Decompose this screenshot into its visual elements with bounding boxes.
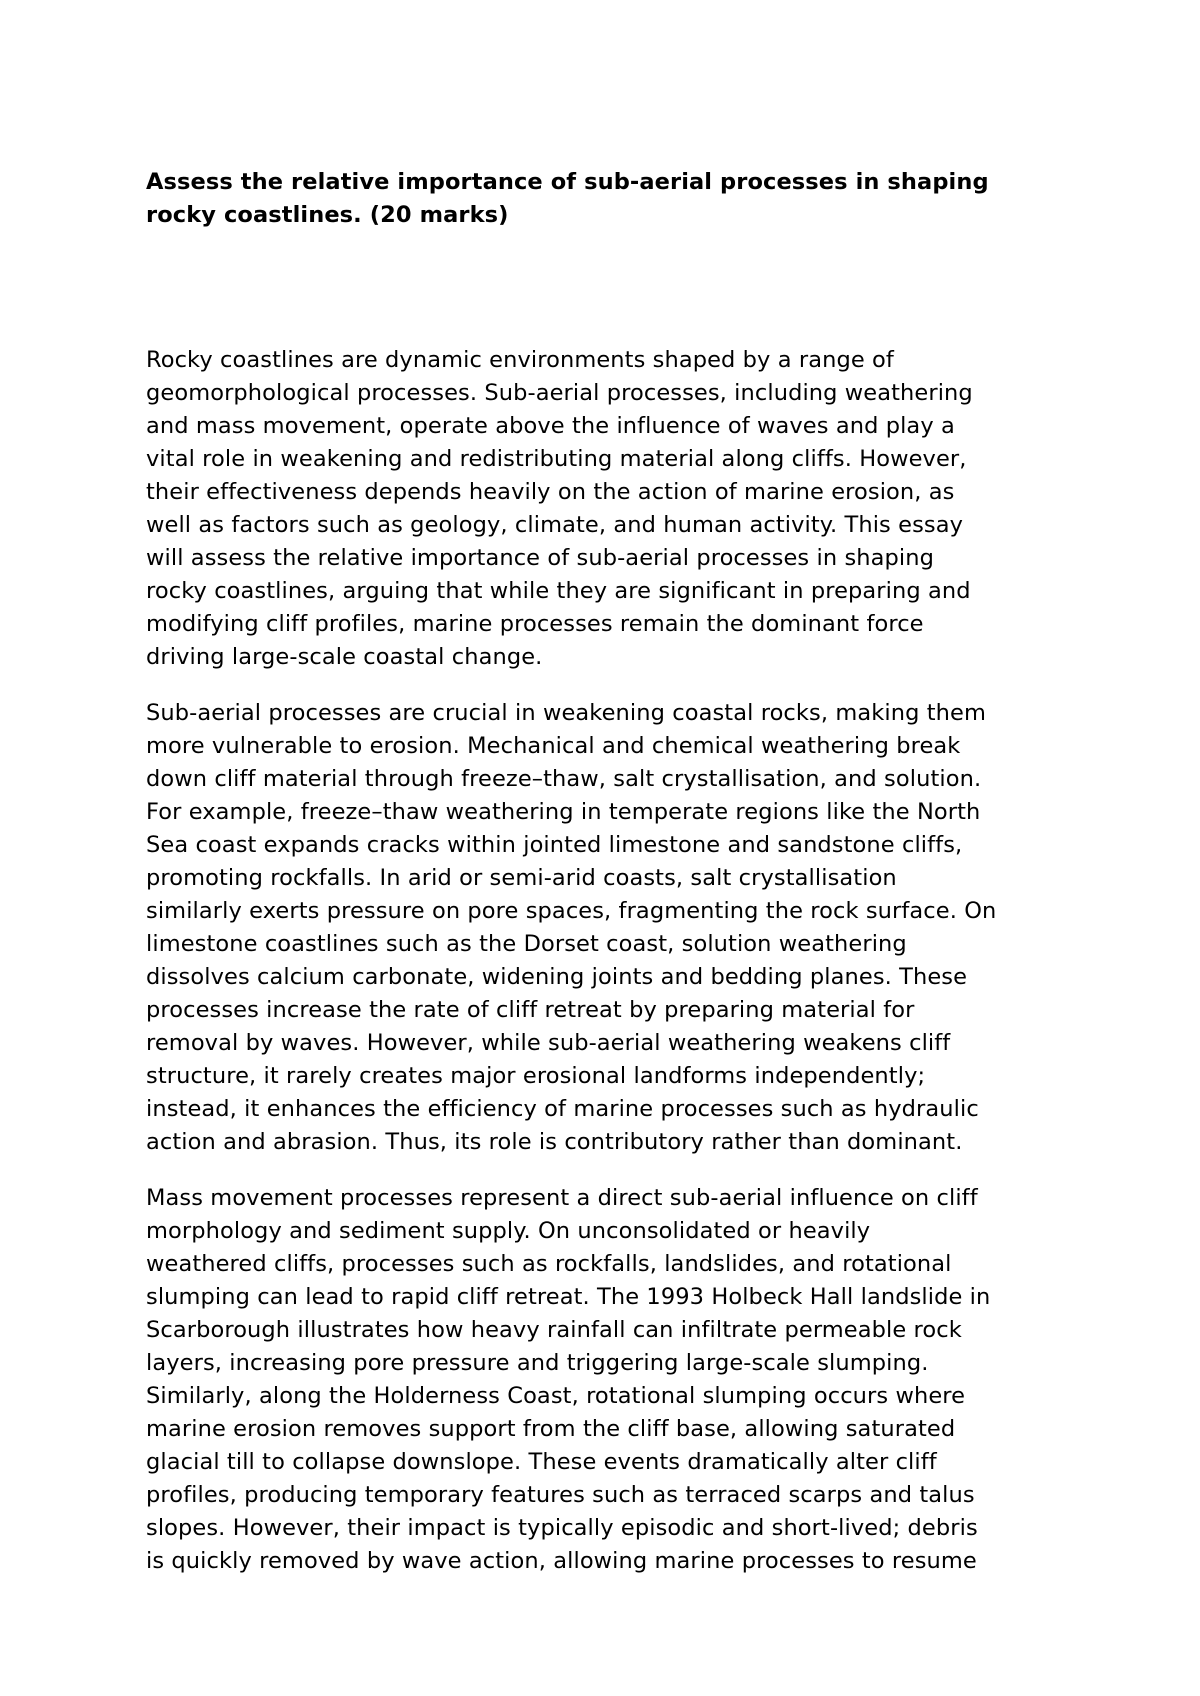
- paragraph-line: is quickly removed by wave action, allowing marine processes to resume: [146, 1548, 977, 1574]
- paragraph-line: vital role in weakening and redistributing material along cliffs. However,: [146, 446, 967, 472]
- paragraph-line: dissolves calcium carbonate, widening joints and bedding planes. These: [146, 964, 968, 990]
- paragraph-line: Similarly, along the Holderness Coast, rotational slumping occurs where: [146, 1383, 966, 1409]
- document-page: [146, 166, 1086, 1601]
- paragraph-line: more vulnerable to erosion. Mechanical and chemical weathering break: [146, 733, 961, 759]
- paragraph-line: removal by waves. However, while sub-aerial weathering weakens cliff: [146, 1030, 951, 1056]
- paragraph-weathering: [146, 697, 1086, 1159]
- paragraph-line: well as factors such as geology, climate, and human activity. This essay: [146, 512, 964, 538]
- paragraph-line: rocky coastlines, arguing that while they are significant in preparing and: [146, 578, 971, 604]
- paragraph-mass-movement: [146, 1182, 1086, 1578]
- paragraph-line: layers, increasing pore pressure and triggering large-scale slumping.: [146, 1350, 929, 1376]
- paragraph-line: structure, it rarely creates major erosional landforms independently;: [146, 1063, 926, 1089]
- paragraph-line: Rocky coastlines are dynamic environments shaped by a range of: [146, 347, 894, 373]
- paragraph-line: promoting rockfalls. In arid or semi-arid coasts, salt crystallisation: [146, 865, 897, 891]
- paragraph-line: and mass movement, operate above the influence of waves and play a: [146, 413, 955, 439]
- essay-question: [146, 166, 1086, 232]
- paragraph-line: their effectiveness depends heavily on the action of marine erosion, as: [146, 479, 955, 505]
- paragraph-line: action and abrasion. Thus, its role is contributory rather than dominant.: [146, 1129, 963, 1155]
- paragraph-line: down cliff material through freeze–thaw, salt crystallisation, and solution.: [146, 766, 982, 792]
- paragraph-line: processes increase the rate of cliff retreat by preparing material for: [146, 997, 915, 1023]
- paragraph-introduction: [146, 344, 1086, 674]
- question-line: rocky coastlines. (20 marks): [146, 202, 509, 228]
- paragraph-line: For example, freeze–thaw weathering in temperate regions like the North: [146, 799, 981, 825]
- paragraph-line: will assess the relative importance of sub-aerial processes in shaping: [146, 545, 935, 571]
- paragraph-line: Sub-aerial processes are crucial in weakening coastal rocks, making them: [146, 700, 986, 726]
- paragraph-line: geomorphological processes. Sub-aerial processes, including weathering: [146, 380, 973, 406]
- question-line: Assess the relative importance of sub-aerial processes in shaping: [146, 169, 989, 195]
- paragraph-line: marine erosion removes support from the cliff base, allowing saturated: [146, 1416, 956, 1442]
- paragraph-line: morphology and sediment supply. On unconsolidated or heavily: [146, 1218, 871, 1244]
- paragraph-line: driving large-scale coastal change.: [146, 644, 543, 670]
- paragraph-line: instead, it enhances the efficiency of marine processes such as hydraulic: [146, 1096, 979, 1122]
- paragraph-line: limestone coastlines such as the Dorset coast, solution weathering: [146, 931, 907, 957]
- paragraph-line: slumping can lead to rapid cliff retreat. The 1993 Holbeck Hall landslide in: [146, 1284, 991, 1310]
- paragraph-line: similarly exerts pressure on pore spaces, fragmenting the rock surface. On: [146, 898, 997, 924]
- paragraph-line: Scarborough illustrates how heavy rainfall can infiltrate permeable rock: [146, 1317, 962, 1343]
- paragraph-line: modifying cliff profiles, marine processes remain the dominant force: [146, 611, 924, 637]
- paragraph-line: slopes. However, their impact is typically episodic and short-lived; debris: [146, 1515, 978, 1541]
- paragraph-line: Mass movement processes represent a direct sub-aerial influence on cliff: [146, 1185, 978, 1211]
- paragraph-line: glacial till to collapse downslope. These events dramatically alter cliff: [146, 1449, 937, 1475]
- paragraph-line: Sea coast expands cracks within jointed limestone and sandstone cliffs,: [146, 832, 963, 858]
- paragraph-line: weathered cliffs, processes such as rockfalls, landslides, and rotational: [146, 1251, 952, 1277]
- paragraph-line: profiles, producing temporary features such as terraced scarps and talus: [146, 1482, 975, 1508]
